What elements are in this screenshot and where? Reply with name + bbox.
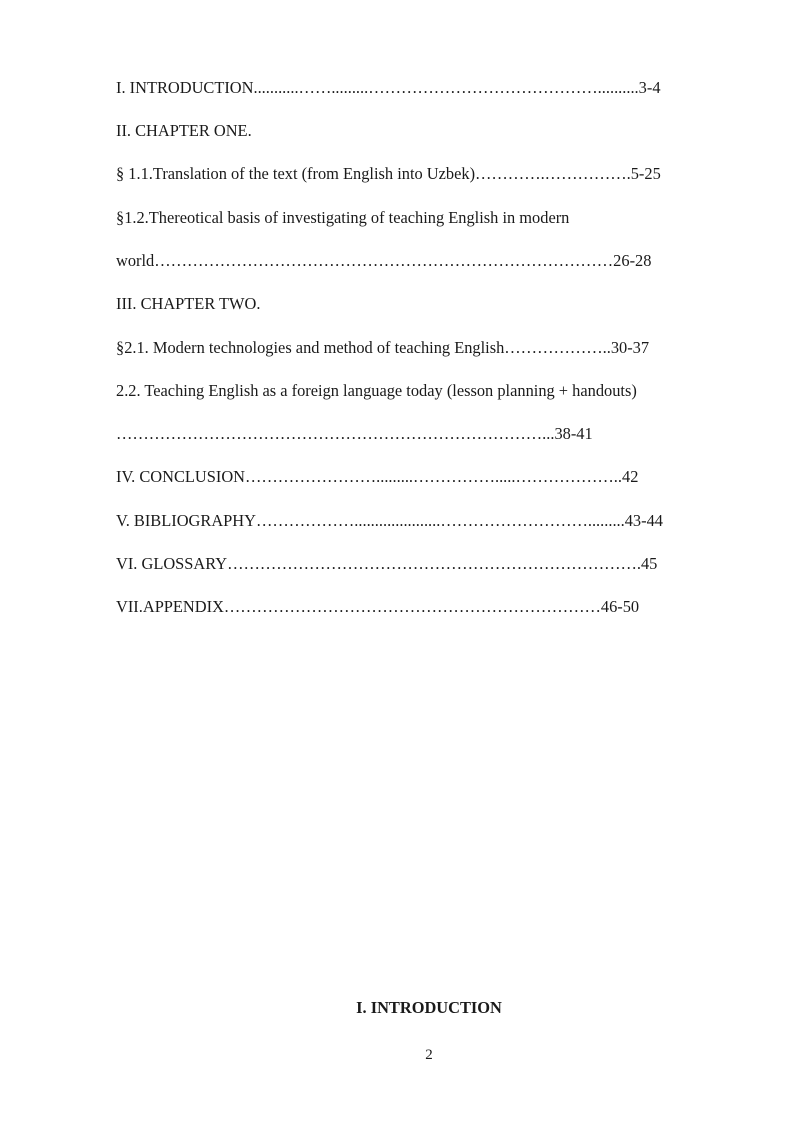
toc-entry-1-2-cont: world…………………………………………………………………………26-28 xyxy=(116,251,652,270)
toc-entry-conclusion: IV. CONCLUSION…………………….........…………….....………………..42 xyxy=(116,467,639,486)
toc-entry-introduction: I. INTRODUCTION...........…….........……………………………………..........3-4 xyxy=(116,78,661,97)
toc-entry-glossary: VI. GLOSSARY………………………………………………………………….45 xyxy=(116,554,658,573)
section-heading: I. INTRODUCTION xyxy=(356,998,502,1017)
toc-entry-1-1: § 1.1.Translation of the text (from English into Uzbek)………….…………….5-25 xyxy=(116,164,661,183)
toc-entry-chapter-one: II. CHAPTER ONE. xyxy=(116,121,252,140)
toc-entry-2-1: §2.1. Modern technologies and method of teaching English………………..30-37 xyxy=(116,338,650,357)
toc-entry-2-2: 2.2. Teaching English as a foreign language today (lesson planning + handouts) xyxy=(116,381,637,400)
toc-entry-2-2-cont: ……………………………………………………………………...38-41 xyxy=(116,424,593,443)
toc-entry-appendix: VII.APPENDIX……………………………………………………………46-50 xyxy=(116,597,640,616)
toc-entry-1-2: §1.2.Thereotical basis of investigating of teaching English in modern xyxy=(116,208,570,227)
page-number: 2 xyxy=(425,1047,433,1063)
toc-entry-bibliography: V. BIBLIOGRAPHY……………….....................……………………….........43-44 xyxy=(116,511,663,530)
toc-entry-chapter-two: III. CHAPTER TWO. xyxy=(116,294,261,313)
